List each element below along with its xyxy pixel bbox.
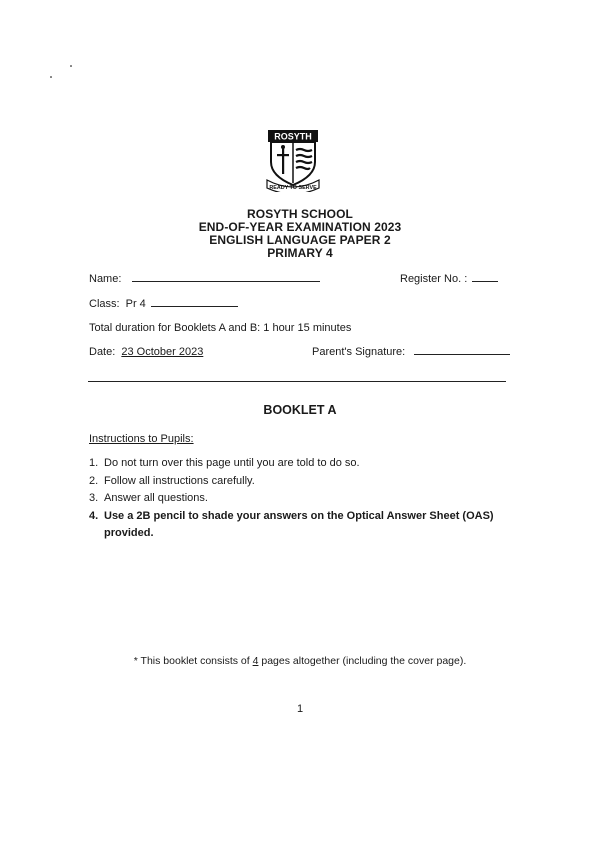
signature-label: Parent's Signature: [312,346,406,358]
register-field [400,273,498,285]
school-name: ROSYTH SCHOOL [247,207,353,221]
scan-speck [50,76,52,78]
register-blank[interactable] [472,281,498,282]
name-blank[interactable] [132,281,320,282]
paper-title: ENGLISH LANGUAGE PAPER 2 [209,233,391,247]
svg-text:ROSYTH: ROSYTH [274,131,312,142]
instruction-number: 2. [89,474,99,487]
instruction-item [89,508,509,543]
exam-title: END-OF-YEAR EXAMINATION 2023 [198,220,402,234]
instruction-item [89,455,509,473]
instruction-number: 3. [89,492,99,504]
signature-blank[interactable] [414,354,510,355]
instruction-text: Follow all instructions carefully. [104,474,255,487]
school-crest-logo [265,128,321,192]
duration-text: Total duration for Booklets A and B: 1 hour 15 minutes [89,322,352,334]
class-field [89,298,238,310]
instruction-item [89,490,509,508]
page-number: 1 [296,703,304,715]
instruction-number: 4. [89,509,99,522]
name-label: Name: [89,273,122,285]
date-field [89,346,203,358]
instruction-number: 1. [89,457,99,469]
signature-field [312,346,510,358]
instruction-item [89,473,509,491]
register-label: Register No. : [400,273,468,285]
instructions-heading: Instructions to Pupils: [89,433,194,445]
instruction-text: Answer all questions. [104,492,208,504]
instruction-text: Use a 2B pencil to shade your answers on the Optical Answer Sheet (OAS) provided. [104,509,494,539]
date-label: Date: [89,346,116,358]
level-title: PRIMARY 4 [267,246,333,260]
section-divider [88,381,506,382]
class-label: Class: [89,298,120,310]
page-count-note [0,655,600,667]
class-blank[interactable] [151,306,238,307]
booklet-title: BOOKLET A [263,403,337,417]
svg-text:READY TO SERVE: READY TO SERVE [269,185,317,191]
name-field [89,273,320,285]
scan-speck [70,65,72,67]
note-prefix: * This booklet consists of [133,655,253,667]
instructions-list [89,455,509,543]
instruction-text: Do not turn over this page until you are told to do so. [104,457,360,469]
note-page-count: 4 [252,655,259,667]
note-suffix: pages altogether (including the cover page). [258,655,467,667]
class-value: Pr 4 [125,298,146,310]
date-value: 23 October 2023 [121,346,204,358]
